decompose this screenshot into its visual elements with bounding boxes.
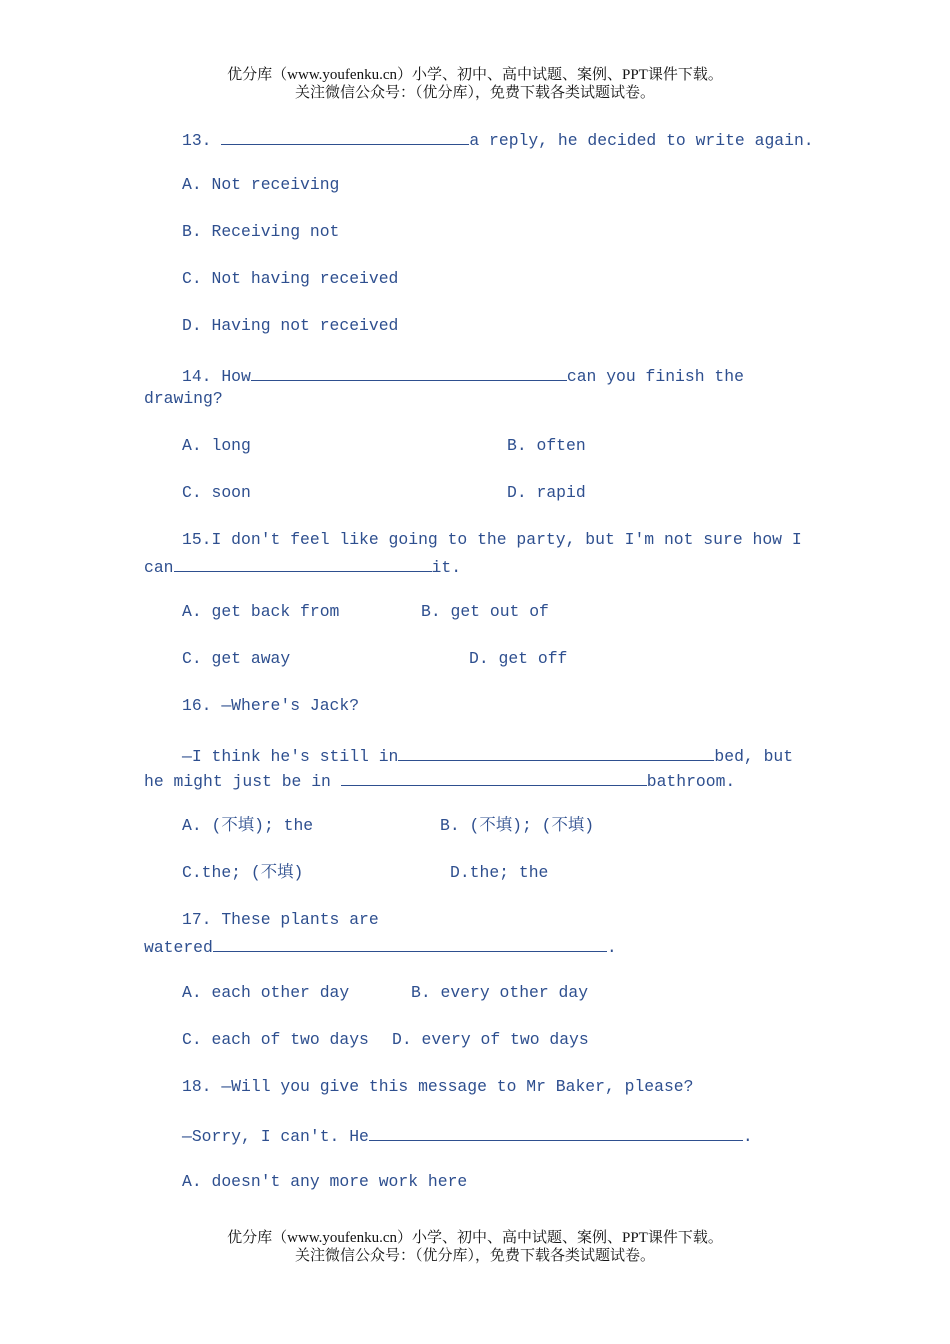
q13-option-a: A. Not receiving	[182, 175, 340, 194]
q16-option-a: A. (不填); the	[182, 816, 314, 835]
q16-l2-suffix: bed, but	[714, 747, 794, 766]
q15-cont-prefix: can	[144, 558, 174, 577]
q17-cont-prefix: watered	[144, 938, 213, 957]
q13-option-d: D. Having not received	[182, 316, 399, 335]
q16-line-2	[182, 744, 793, 767]
q14-continuation: drawing?	[144, 389, 223, 408]
header-line-2: 关注微信公众号：（优分库），免费下载各类试题试卷。	[294, 85, 655, 101]
q14-option-c: C. soon	[182, 483, 251, 502]
q16-l3-suffix: bathroom.	[646, 772, 736, 791]
q14-prefix: 14. How	[182, 367, 251, 386]
q15-continuation	[144, 555, 461, 578]
q18-option-a: A. doesn't any more work here	[182, 1172, 468, 1191]
q17-continuation	[144, 935, 617, 958]
q15-blank	[174, 555, 432, 572]
q16-l3-prefix: he might just be in	[144, 772, 341, 791]
q14-blank	[251, 364, 567, 381]
q14-option-b: B. often	[507, 436, 586, 455]
q17-option-b: B. every other day	[411, 983, 589, 1002]
q14-suffix: can you finish the	[566, 367, 744, 386]
q16-l2-prefix: —I think he's still in	[182, 747, 399, 766]
q13-option-c: C. Not having received	[182, 269, 399, 288]
page-header	[0, 66, 950, 102]
question-16: 16. —Where's Jack?	[182, 696, 360, 715]
q18-l2-prefix: —Sorry, I can't. He	[182, 1127, 369, 1146]
q14-option-a: A. long	[182, 436, 251, 455]
q15-option-b: B. get out of	[421, 602, 549, 621]
question-15: 15.I don't feel like going to the party, but I'm not sure how I	[182, 530, 802, 549]
q15-option-a: A. get back from	[182, 602, 340, 621]
question-14	[182, 364, 744, 387]
q17-option-d: D. every of two days	[392, 1030, 589, 1049]
q16-option-c: C.the; (不填)	[182, 863, 304, 882]
q14-option-d: D. rapid	[507, 483, 586, 502]
q16-option-b: B. (不填); (不填)	[440, 816, 595, 835]
q13-suffix: a reply, he decided to write again.	[469, 131, 814, 150]
header-line-1: 优分库（www.youfenku.cn）小学、初中、高中试题、案例、PPT课件下载。	[227, 67, 723, 83]
q17-option-c: C. each of two days	[182, 1030, 369, 1049]
q15-option-c: C. get away	[182, 649, 291, 668]
q13-prefix: 13.	[182, 131, 222, 150]
question-13	[182, 128, 814, 151]
footer-line-2: 关注微信公众号：（优分库），免费下载各类试题试卷。	[294, 1248, 655, 1264]
q16-blank-2	[341, 769, 647, 786]
page-footer	[0, 1229, 950, 1265]
q17-blank	[213, 935, 607, 952]
q16-line-3	[144, 769, 735, 792]
q15-cont-suffix: it.	[431, 558, 462, 577]
q13-option-b: B. Receiving not	[182, 222, 340, 241]
q16-option-d: D.the; the	[450, 863, 549, 882]
question-18: 18. —Will you give this message to Mr Baker, please?	[182, 1077, 694, 1096]
q17-cont-suffix: .	[606, 938, 617, 957]
q16-blank-1	[398, 744, 714, 761]
q13-blank	[221, 128, 469, 145]
q17-option-a: A. each other day	[182, 983, 350, 1002]
footer-line-1: 优分库（www.youfenku.cn）小学、初中、高中试题、案例、PPT课件下载。	[227, 1230, 723, 1246]
q18-line-2	[182, 1124, 753, 1147]
q18-l2-suffix: .	[742, 1127, 753, 1146]
q18-blank	[369, 1124, 743, 1141]
q15-option-d: D. get off	[469, 649, 568, 668]
question-17: 17. These plants are	[182, 910, 379, 929]
